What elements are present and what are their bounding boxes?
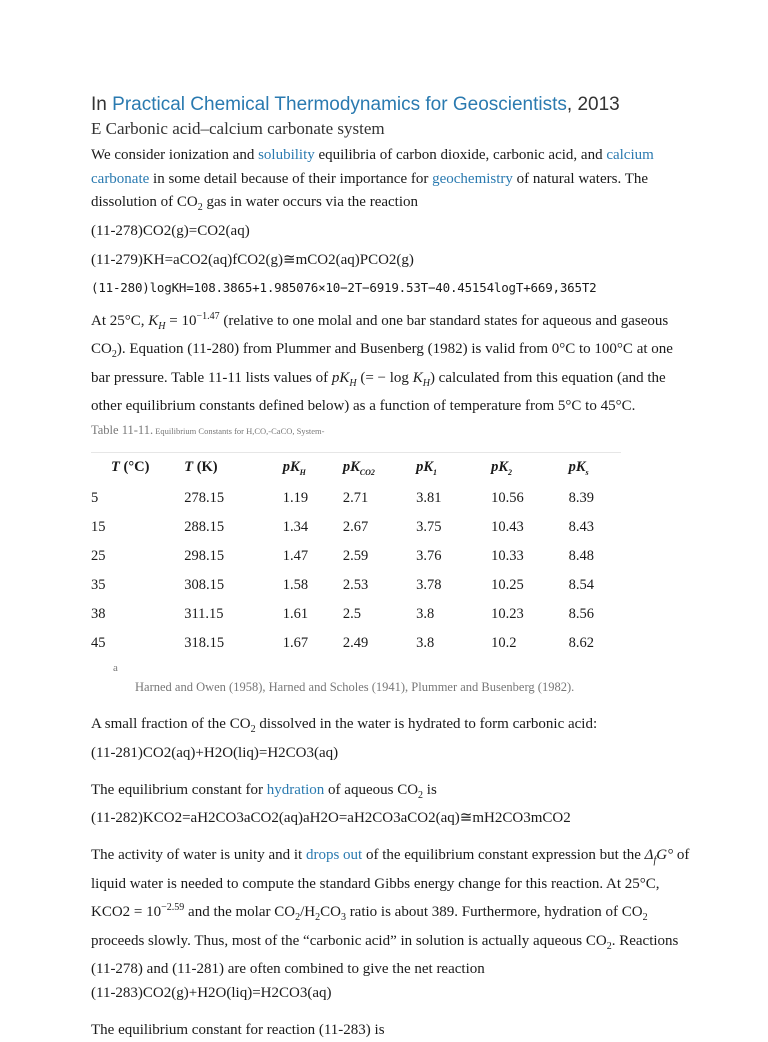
table-row [91,484,621,513]
table-cell: 15 [91,519,106,536]
subscript: 2 [315,912,321,924]
body-text: The activity of water is unity and it [91,847,306,864]
table-header-row [91,452,621,484]
table-row [91,600,621,629]
footnote-mark: a [113,662,118,675]
table-cell: 318.15 [184,635,225,652]
kh-symbol: K [148,312,159,329]
section-title: E Carbonic acid–calcium carbonate system [91,119,385,138]
intro-text: equilibria of carbon dioxide, carbonic acid, and [314,147,607,163]
equation-11-283: (11-283)CO2(g)+H2O(liq)=H2CO3(aq) [91,984,332,1001]
hydration-intro-paragraph [91,713,691,742]
table-cell: 3.81 [416,490,442,507]
body-text: of the equilibrium constant expression but the [362,847,645,864]
body-text: and the molar CO [184,904,296,921]
intro-text: We consider ionization and [91,147,259,163]
intro-text: in some detail because of their importance for [149,170,433,187]
table-body [91,484,621,658]
gibbs-symbol: G° [656,847,674,864]
body-text: (relative to one molal and one bar standard states for aqueous and gaseous CO [91,312,669,357]
table-label: Table 11-11. [91,422,154,437]
table-cell: 10.25 [491,577,524,594]
table-cell: 3.78 [416,577,442,594]
body-text: ). Equation (11-280) from Plummer and Busenberg (1982) is valid from 0°C to 100°C at one bar pressure. Table 11-11 lists values of [91,341,673,386]
final-paragraph: The equilibrium constant for reaction (11-283) is [91,1021,385,1038]
table-cell: 35 [91,577,106,594]
article-content [91,92,691,1042]
delta-symbol: Δ [644,847,654,864]
drops-out-link[interactable]: drops out [305,847,363,864]
table-cell: 1.58 [282,577,309,594]
calcium-carbonate-link[interactable]: calcium carbonate [91,147,654,187]
table-cell: 10.33 [491,548,524,565]
table-cell: 311.15 [184,606,224,623]
body-text: /H [300,904,316,921]
table-cell: 1.67 [282,635,309,652]
header-pks: $pK_s$ [551,452,621,484]
body-text: ratio is about 389. Furthermore, hydration of CO [345,904,643,921]
footnote-text: Harned and Owen (1958), Harned and Scholes (1941), Plummer and Busenberg (1982). [135,680,575,695]
subscript: H [158,320,166,332]
table-cell: 8.39 [568,490,594,507]
equilibrium-constants-table [91,452,621,659]
exponent: −2.59 [161,902,185,914]
table-cell: 8.43 [568,519,594,536]
table-cell: 288.15 [184,519,225,536]
table-cell: 2.49 [342,635,369,652]
water-activity-paragraph [91,844,691,982]
subscript: 2 [250,724,256,736]
subscript: 2 [642,912,648,924]
header-pk2: $pK_2$ [465,452,550,484]
heading-year: , 2013 [566,94,620,115]
solubility-link[interactable]: solubility [258,147,315,163]
body-text: At 25°C, [91,312,149,329]
table-row [91,542,621,571]
equation-11-278: (11-278)CO2(g)=CO2(aq) [91,222,250,239]
table-cell: 10.23 [491,606,524,623]
table-cell: 2.5 [342,606,361,623]
book-title-link[interactable]: Practical Chemical Thermodynamics for Geoscientists [112,94,567,115]
subscript: 2 [606,940,612,952]
body-text: of liquid water is needed to compute the standard Gibbs energy change for this reaction. At 25°C, KCO2 = 10 [91,847,690,921]
intro-text: of natural waters. The dissolution of CO [91,170,649,210]
table-cell: 2.59 [342,548,369,565]
body-text: . Reactions (11-278) and (11-281) are often combined to give the net reaction [91,932,679,978]
equation-11-282: (11-282)KCO2=aH2CO3aCO2(aq)aH2O=aH2CO3aCO2(aq)≅mH2CO3mCO2 [91,810,571,827]
body-text: = 10 [165,312,197,329]
body-text: ) calculated from this equation (and the other equilibrium constants defined below) as a function of temperature from 5°C to 45°C. [91,369,666,414]
header-pk1: $pK_1$ [398,452,465,484]
table-cell: 308.15 [184,577,225,594]
table-caption [91,423,691,438]
body-text: of aqueous CO [324,781,419,798]
table-cell: 8.56 [568,606,594,623]
table-row [91,571,621,600]
subscript: 3 [340,912,346,924]
kh-symbol: K [412,369,423,386]
heading-prefix: In [91,94,107,115]
table-cell: 8.48 [568,548,594,565]
body-text: (= − log [356,369,413,386]
equation-11-280: (11-280)logKH=108.3865+1.985076×10−2T−6919.53T−40.45154logT+669,365T2 [91,279,597,295]
header-t-celsius: T (°C) [91,452,160,484]
table-cell: 1.47 [282,548,309,565]
table-cell: 38 [91,606,106,623]
intro-paragraph [91,144,691,220]
table-cell: 2.67 [342,519,369,536]
table-cell: 3.8 [416,635,435,652]
table-cell: 1.19 [282,490,309,507]
body-text: proceeds slowly. Thus, most of the “carbonic acid” in solution is actually aqueous CO [91,932,607,949]
source-heading [91,92,691,118]
intro-text: gas in water occurs via the reaction [202,194,419,210]
header-pkh: $pK_H$ [263,452,329,484]
header-t-kelvin: T (K) [160,452,263,484]
table-cell: 2.71 [342,490,369,507]
table-cell: 25 [91,548,106,565]
subscript: H [349,377,357,389]
body-text: The equilibrium constant for [91,781,267,798]
table-caption-text: Equilibrium Constants for H,CO,-CaCO, System- [153,425,325,436]
hydration-constant-paragraph [91,779,691,808]
body-text: is [423,781,437,798]
table-cell: 278.15 [184,490,225,507]
subscript: f [653,855,657,867]
kh-paragraph [91,305,691,419]
hydration-link[interactable]: hydration [266,781,325,798]
table-cell: 3.8 [416,606,435,623]
table-cell: 298.15 [184,548,225,565]
subscript: H [422,377,430,389]
table-cell: 10.2 [491,635,517,652]
table-cell: 2.53 [342,577,369,594]
table-row [91,513,621,542]
body-text: dissolved in the water is hydrated to form carbonic acid: [255,716,598,733]
table-cell: 3.76 [416,548,442,565]
exponent: −1.47 [196,310,220,322]
geochemistry-link[interactable]: geochemistry [432,170,513,187]
equation-11-281: (11-281)CO2(aq)+H2O(liq)=H2CO3(aq) [91,744,339,761]
table-cell: 1.34 [282,519,309,536]
table-cell: 45 [91,635,106,652]
table-row [91,629,621,658]
table-cell: 8.62 [568,635,594,652]
body-text: CO [320,904,341,921]
table-cell: 5 [91,490,99,507]
subscript: 2 [111,349,117,360]
table-cell: 10.43 [491,519,524,536]
subscript: 2 [197,202,203,213]
pkh-symbol: pK [331,369,350,386]
subscript: 2 [295,912,301,924]
table-cell: 10.56 [491,490,524,507]
header-pkco2: $pK_{CO2}$ [329,452,398,484]
body-text: A small fraction of the CO [91,716,251,733]
table-cell: 3.75 [416,519,442,536]
equation-11-279: (11-279)KH=aCO2(aq)fCO2(g)≅mCO2(aq)PCO2(g) [91,251,414,268]
table-cell: 8.54 [568,577,594,594]
table-cell: 1.61 [282,606,309,623]
subscript: 2 [418,789,424,801]
